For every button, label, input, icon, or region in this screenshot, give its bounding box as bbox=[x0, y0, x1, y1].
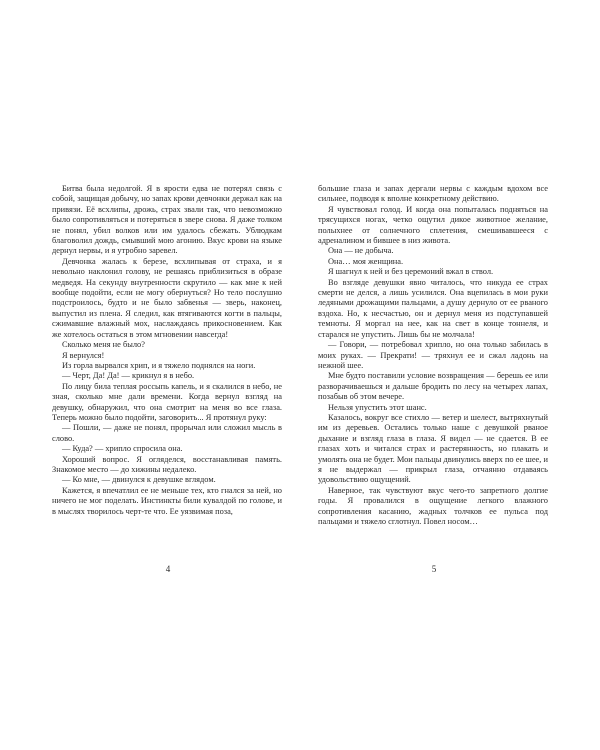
paragraph: Она — не добыча. bbox=[328, 246, 394, 256]
paragraph: Нельзя упустить этот шанс. bbox=[328, 402, 427, 412]
page-number-left: 4 bbox=[165, 564, 171, 574]
paragraph: — Говори, — потребовал хрипло, но она только забилась в моих руках. — Прекрати! — тряхнул ее и сжал ладонь на нежной шее. bbox=[318, 340, 548, 370]
paragraph: Кажется, я впечатлил ее не меньше тех, кто гнался за ней, но ничего не мог поделать. Инстинкты били кувалдой по голове, и в мыслях творилось черт-те что. Ее уязвимая поза, bbox=[52, 485, 282, 516]
paragraph: — Куда? — хрипло спросила она. bbox=[62, 444, 183, 454]
paragraph: Она… моя женщина. bbox=[328, 256, 404, 266]
paragraph: Я вернулся! bbox=[62, 350, 105, 360]
paragraph: Наверное, так чувствуют вкус чего-то запретного долгие годы. Я провалился в ощущение легкого влажного сопротивления касанию, жадных толчков ее пульса под пальцами и тяжело сглотнул. Повел носом… bbox=[318, 485, 548, 526]
paragraph: По лицу била теплая россыпь капель, и я скалился в небо, не зная, сколько мне дали времени. Когда вернул взгляд на девушку, обнаружил, что она смотрит на меня во все глаза. Теперь можно было подойти, заговорить... Я протянул руку: bbox=[52, 381, 282, 422]
paragraph: Хороший вопрос. Я огляделся, восстанавливая память. Знакомое место — до хижины недалеко. bbox=[52, 454, 282, 474]
paragraph: Во взгляде девушки явно читалось, что никуда ее страх смерти не делся, а лишь усилился. Она вцепилась в мои руки ледяными дрожащими пальцами, а душу дернуло от ее рваного вздоха. Но, к несчастью, он и дернул меня из подступавшей темноты. Я моргал на нее, как на свет в конце тоннеля, и старался не упустить. Лишь бы не молчала! bbox=[318, 277, 548, 339]
paragraph: Из горла вырвался хрип, и я тяжело поднялся на ноги. bbox=[62, 360, 256, 370]
paragraph: Казалось, вокруг все стихло — ветер и шелест, вытряхнутый им из деревьев. Остались только наше с девушкой рваное дыхание и взгляд глаза в глаза. Я видел — не сдается. В ее глазах хоть и читался страх и растерянность, но плакать и умолять она не будет. Мои пальцы двинулись вверх по ее шее, и я не выдержал — прикрыл глаза, отчаянно отдаваясь удовольствию ощущений. bbox=[318, 412, 548, 485]
paragraph: Я чувствовал голод. И когда она попыталась подняться на трясущихся ногах, четко ощутил дикое животное желание, полыхнее от солнечного сплетения, смешивавшееся с адреналином и бившее в низ живота. bbox=[318, 204, 548, 246]
paragraph: — Ко мне, — двинулся к девушке вглядом. bbox=[62, 475, 216, 485]
paragraph: Я шагнул к ней и без церемоний вжал в ствол. bbox=[328, 267, 494, 277]
paragraph: Мне будто поставили условие возвращения — берешь ее или разворачиваешься и дальше бродить по лесу на четырех лапах, позабыв об этом вечере. bbox=[318, 371, 548, 402]
paragraph: Сколько меня не было? bbox=[62, 340, 145, 350]
page-number-right: 5 bbox=[431, 564, 437, 574]
paragraph: — Черт, Да! Да! — крикнул я в небо. bbox=[62, 371, 195, 381]
paragraph: большие глаза и запах дергали нервы с каждым вдохом все сильнее, подводя к вполне конкретному действию. bbox=[318, 184, 548, 204]
paragraph: — Пошли, — даже не понял, прорычал или сложил мысль в слово. bbox=[52, 423, 282, 443]
left-page-text bbox=[52, 184, 282, 517]
paragraph: Битва была недолгой. Я в ярости едва не потерял связь с собой, защищая добычу, но запах крови девчонки держал как на привязи. Её всхлипы, дрожь, страх звали так, что невозможно было сопротивляться и потеряться в звере снова. Я даже толком не понял, убил волков или им удалось сбежать. Ублюдкам благоволил дождь, смывший мою агонию. Вкус крови на языке дернул нервы, и я утробно заревел. bbox=[52, 184, 282, 256]
right-page-text bbox=[318, 184, 548, 527]
paragraph: Девчонка жалась к березе, всхлипывая от страха, и я невольно наклонил голову, не решаясь приблизиться в образе медведя. На секунду внутренности скрутило — как мне к ней вообще подойти, если не могу обернуться? Но тело послушно подстроилось, будто и не было забвенья — зверь, наконец, выпустил из плена. Я следил, как втягиваются когти в пальцы, сжимавшие влажный мох, наслаждаясь прикосновением. Как же хотелось остаться в этом мгновении навсегда! bbox=[52, 256, 282, 339]
